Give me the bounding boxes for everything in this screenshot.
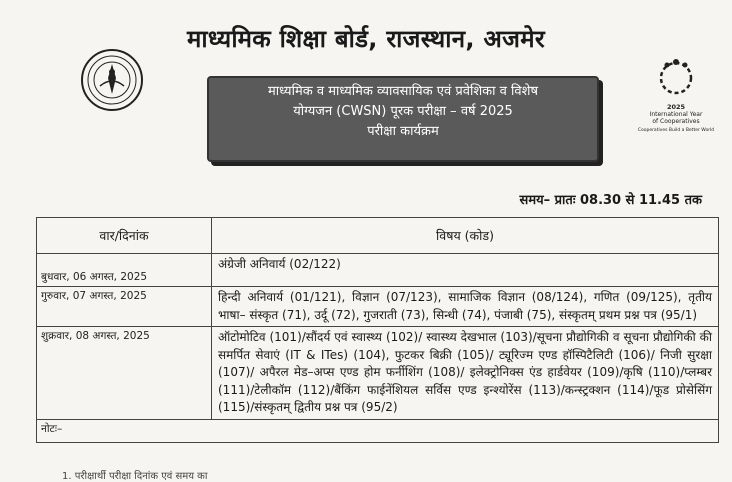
row-date: शुक्रवार, 08 अगस्त, 2025 <box>37 327 212 420</box>
schedule-table <box>36 217 719 443</box>
exam-time: समय– प्रातः 08.30 से 11.45 तक <box>519 193 702 208</box>
cooperatives-emblem-icon <box>656 56 696 102</box>
table-header-row <box>37 218 719 254</box>
banner-line-3: परीक्षा कार्यक्रम <box>367 124 439 139</box>
board-title: माध्यमिक शिक्षा बोर्ड, राजस्थान, अजमेर <box>187 25 545 53</box>
coop-year: 2025 <box>666 103 686 111</box>
row-subjects: हिन्दी अनिवार्य (01/121), विज्ञान (07/123), सामाजिक विज्ञान (08/124), गणित (09/125), तृतीय भाषा– संस्कृत (71), उर्दू (72), गुजराती (73), सिन्धी (74), पंजाबी (75), संस्कृतम् प्रथम प्रश्न पत्र (95/1) <box>212 287 719 327</box>
banner-line-1: माध्यमिक व माध्यमिक व्यावसायिक एवं प्रवेशिका व विशेष <box>268 84 538 99</box>
table-row <box>37 254 719 287</box>
note-label: नोटः– <box>37 419 719 442</box>
exam-banner <box>207 76 599 162</box>
banner-line-2: योग्यजन (CWSN) पूरक परीक्षा – वर्ष 2025 <box>293 104 513 119</box>
row-subjects: ऑटोमोटिव (101)/सौंदर्य एवं स्वास्थ्य (102)/ स्वास्थ्य देखभाल (103)/सूचना प्रौद्योगिकी व सूचना प्रौद्योगिकी की समर्पित सेवाएं (IT & ITes) (104), फुटकर बिक्री (105)/ ट्यूरिज्म एण्ड हॉस्पिटैलिटी (106)/ निजी सुरक्षा (107)/ अपैरल मेड–अप्स एण्ड होम फर्नीशिंग (108)/ इलेक्ट्रोनिक्स एंड हार्डवेयर (109)/कृषि (110)/प्लम्बर (111)/टेलीकॉम (112)/बैंकिंग फाईनेंशियल सर्विस एण्ड इन्श्योरेंस (113)/कन्स्ट्रक्शन (114)/फूड प्रोसेसिंग (115)/संस्कृतम् द्वितीय प्रश्न पत्र (95/2) <box>212 327 719 420</box>
header-subject-code: विषय (कोड) <box>212 218 719 254</box>
coop-line1: International Year <box>649 111 703 118</box>
coop-tagline: Cooperatives Build a Better World <box>637 128 715 133</box>
note-row <box>37 419 719 442</box>
row-date: बुधवार, 06 अगस्त, 2025 <box>37 254 212 287</box>
board-seal-icon <box>80 48 144 112</box>
row-subjects: अंग्रेजी अनिवार्य (02/122) <box>212 254 719 287</box>
cut-off-note: 1. परीक्षार्थी परीक्षा दिनांक एवं समय का <box>62 471 208 482</box>
coop-line2: of Cooperatives <box>652 118 700 125</box>
row-date: गुरुवार, 07 अगस्त, 2025 <box>37 287 212 327</box>
cooperatives-logo <box>636 56 716 134</box>
header-day-date: वार/दिनांक <box>37 218 212 254</box>
table-row <box>37 327 719 420</box>
table-row <box>37 287 719 327</box>
